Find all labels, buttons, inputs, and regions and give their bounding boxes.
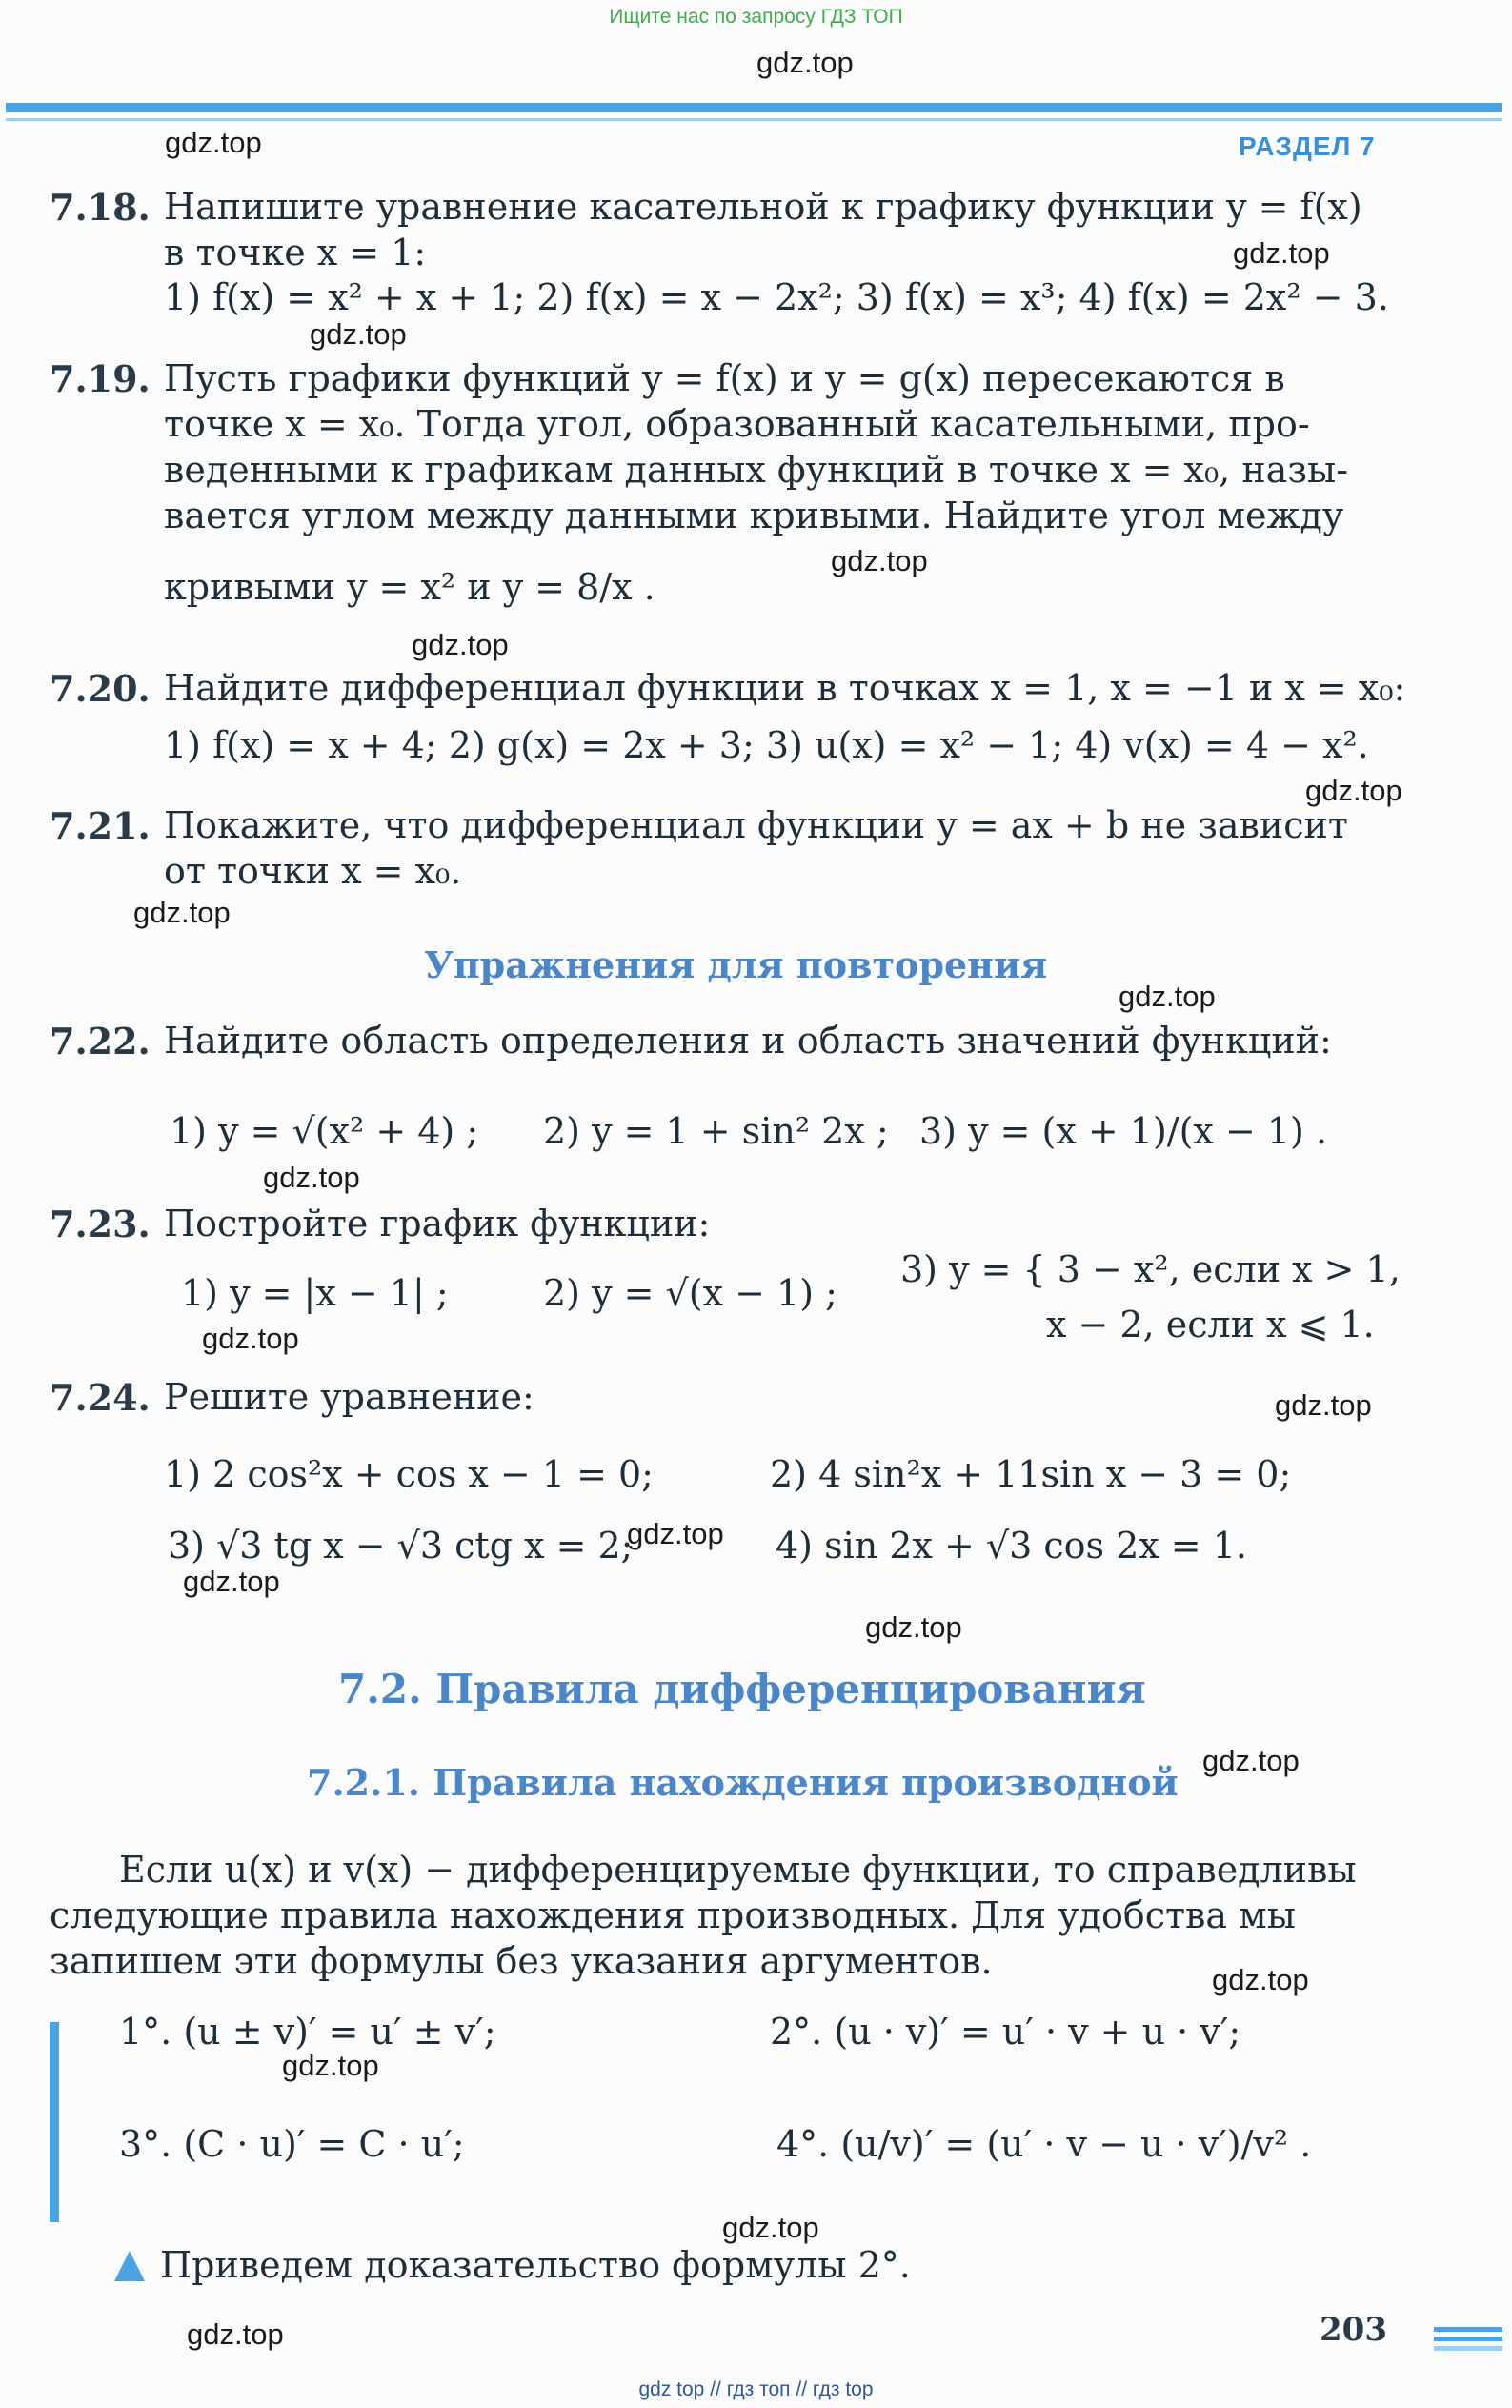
watermark: gdz.top (627, 1517, 724, 1550)
problem-text: вается углом между данными кривыми. Найдите угол между (164, 495, 1344, 536)
watermark: gdz.top (1119, 980, 1216, 1013)
rules-side-bar (50, 2022, 59, 2222)
watermark: gdz.top (722, 2211, 819, 2244)
proof-line: Приведем доказательство формулы 2°. (160, 2244, 911, 2286)
top-search-link[interactable]: Ищите нас по запросу ГДЗ ТОП (609, 6, 903, 28)
problem-number: 7.23. (50, 1203, 151, 1245)
watermark: gdz.top (202, 1322, 299, 1355)
problem-number: 7.22. (50, 1020, 151, 1062)
intro-text: запишем эти формулы без указания аргументов. (50, 1940, 993, 1982)
watermark: gdz.top (1233, 236, 1330, 270)
header-rule (6, 103, 1502, 112)
intro-text: Если u(x) и v(x) − дифференцируемые функции, то справедливы (119, 1849, 1357, 1891)
problem-item: 2) y = 1 + sin² 2x ; (543, 1110, 889, 1152)
problem-number: 7.19. (50, 357, 151, 400)
problem-number: 7.21. (50, 804, 151, 847)
header-rule-thin (6, 118, 1502, 121)
watermark: gdz.top (1305, 774, 1402, 807)
problem-number: 7.18. (50, 186, 151, 229)
watermark: gdz.top (1275, 1388, 1372, 1422)
problem-text: кривыми y = x² и y = 8/x . (164, 566, 655, 608)
problem-text: от точки x = x₀. (164, 850, 462, 892)
problem-item: 1) 2 cos²x + cos x − 1 = 0; (164, 1453, 654, 1495)
triangle-marker-icon (114, 2251, 145, 2281)
section-heading: 7.2. Правила дифференцирования (338, 1666, 1146, 1712)
problem-text: Покажите, что дифференциал функции y = ax + b не зависит (164, 804, 1348, 846)
problem-item: 3) y = (x + 1)/(x − 1) . (919, 1110, 1328, 1152)
rule-3: 3°. (C · u)′ = C · u′; (119, 2123, 465, 2165)
section-tag: РАЗДЕЛ 7 (1239, 132, 1376, 161)
problem-text: точке x = x₀. Тогда угол, образованный касательными, про- (164, 403, 1310, 445)
problem-number: 7.24. (50, 1376, 151, 1419)
problem-text: Напишите уравнение касательной к графику функции y = f(x) (164, 186, 1362, 228)
watermark: gdz.top (263, 1161, 360, 1194)
problem-text: Постройте график функции: (164, 1203, 711, 1244)
problem-text: Найдите область определения и область значений функций: (164, 1020, 1332, 1062)
watermark: gdz.top (310, 317, 407, 351)
bottom-links[interactable]: gdz top // гдз топ // гдз top (638, 2378, 874, 2400)
problem-items: 1) f(x) = x² + x + 1; 2) f(x) = x − 2x²; 3) f(x) = x³; 4) f(x) = 2x² − 3. (164, 276, 1389, 318)
watermark: gdz.top (865, 1610, 962, 1644)
repeat-heading: Упражнения для повторения (424, 943, 1048, 986)
problem-number: 7.20. (50, 667, 151, 710)
watermark: gdz.top (412, 628, 509, 661)
problem-text: в точке x = 1: (164, 232, 427, 273)
intro-text: следующие правила нахождения производных. Для удобства мы (50, 1894, 1296, 1936)
problem-text: Найдите дифференциал функции в точках x = 1, x = −1 и x = x₀: (164, 667, 1406, 709)
rule-4: 4°. (u/v)′ = (u′ · v − u · v′)/v² . (776, 2123, 1312, 2165)
problem-item: 1) y = |x − 1| ; (181, 1272, 449, 1314)
problem-item: 3) √3 tg x − √3 ctg x = 2; (168, 1525, 634, 1567)
watermark: gdz.top (831, 544, 928, 577)
watermark: gdz.top (756, 46, 854, 79)
rule-1: 1°. (u ± v)′ = u′ ± v′; (119, 2011, 496, 2053)
rule-2: 2°. (u · v)′ = u′ · v + u · v′; (770, 2011, 1241, 2053)
problem-item: x − 2, если x ⩽ 1. (1046, 1304, 1375, 1346)
watermark: gdz.top (1212, 1963, 1309, 1996)
watermark: gdz.top (1202, 1744, 1300, 1777)
problem-item: 1) y = √(x² + 4) ; (170, 1110, 479, 1152)
problem-item: 3) y = { 3 − x², если x > 1, (900, 1248, 1401, 1290)
problem-text: веденными к графикам данных функций в точке x = x₀, назы- (164, 449, 1349, 491)
watermark: gdz.top (133, 896, 231, 929)
problem-item: 4) sin 2x + √3 cos 2x = 1. (776, 1525, 1247, 1567)
watermark: gdz.top (282, 2049, 379, 2082)
problem-item: 2) 4 sin²x + 11sin x − 3 = 0; (770, 1453, 1292, 1495)
problem-text: Пусть графики функций y = f(x) и y = g(x) пересекаются в (164, 357, 1285, 399)
watermark: gdz.top (187, 2317, 284, 2351)
subsection-heading: 7.2.1. Правила нахождения производной (307, 1761, 1179, 1804)
footer-rule (1434, 2337, 1502, 2341)
watermark: gdz.top (183, 1565, 280, 1598)
page-number: 203 (1320, 2311, 1387, 2349)
problem-item: 2) y = √(x − 1) ; (543, 1272, 837, 1314)
watermark: gdz.top (165, 126, 262, 159)
footer-rule (1434, 2346, 1502, 2351)
problem-items: 1) f(x) = x + 4; 2) g(x) = 2x + 3; 3) u(x) = x² − 1; 4) v(x) = 4 − x². (164, 724, 1369, 766)
footer-rule (1434, 2327, 1502, 2332)
problem-text: Решите уравнение: (164, 1376, 534, 1418)
